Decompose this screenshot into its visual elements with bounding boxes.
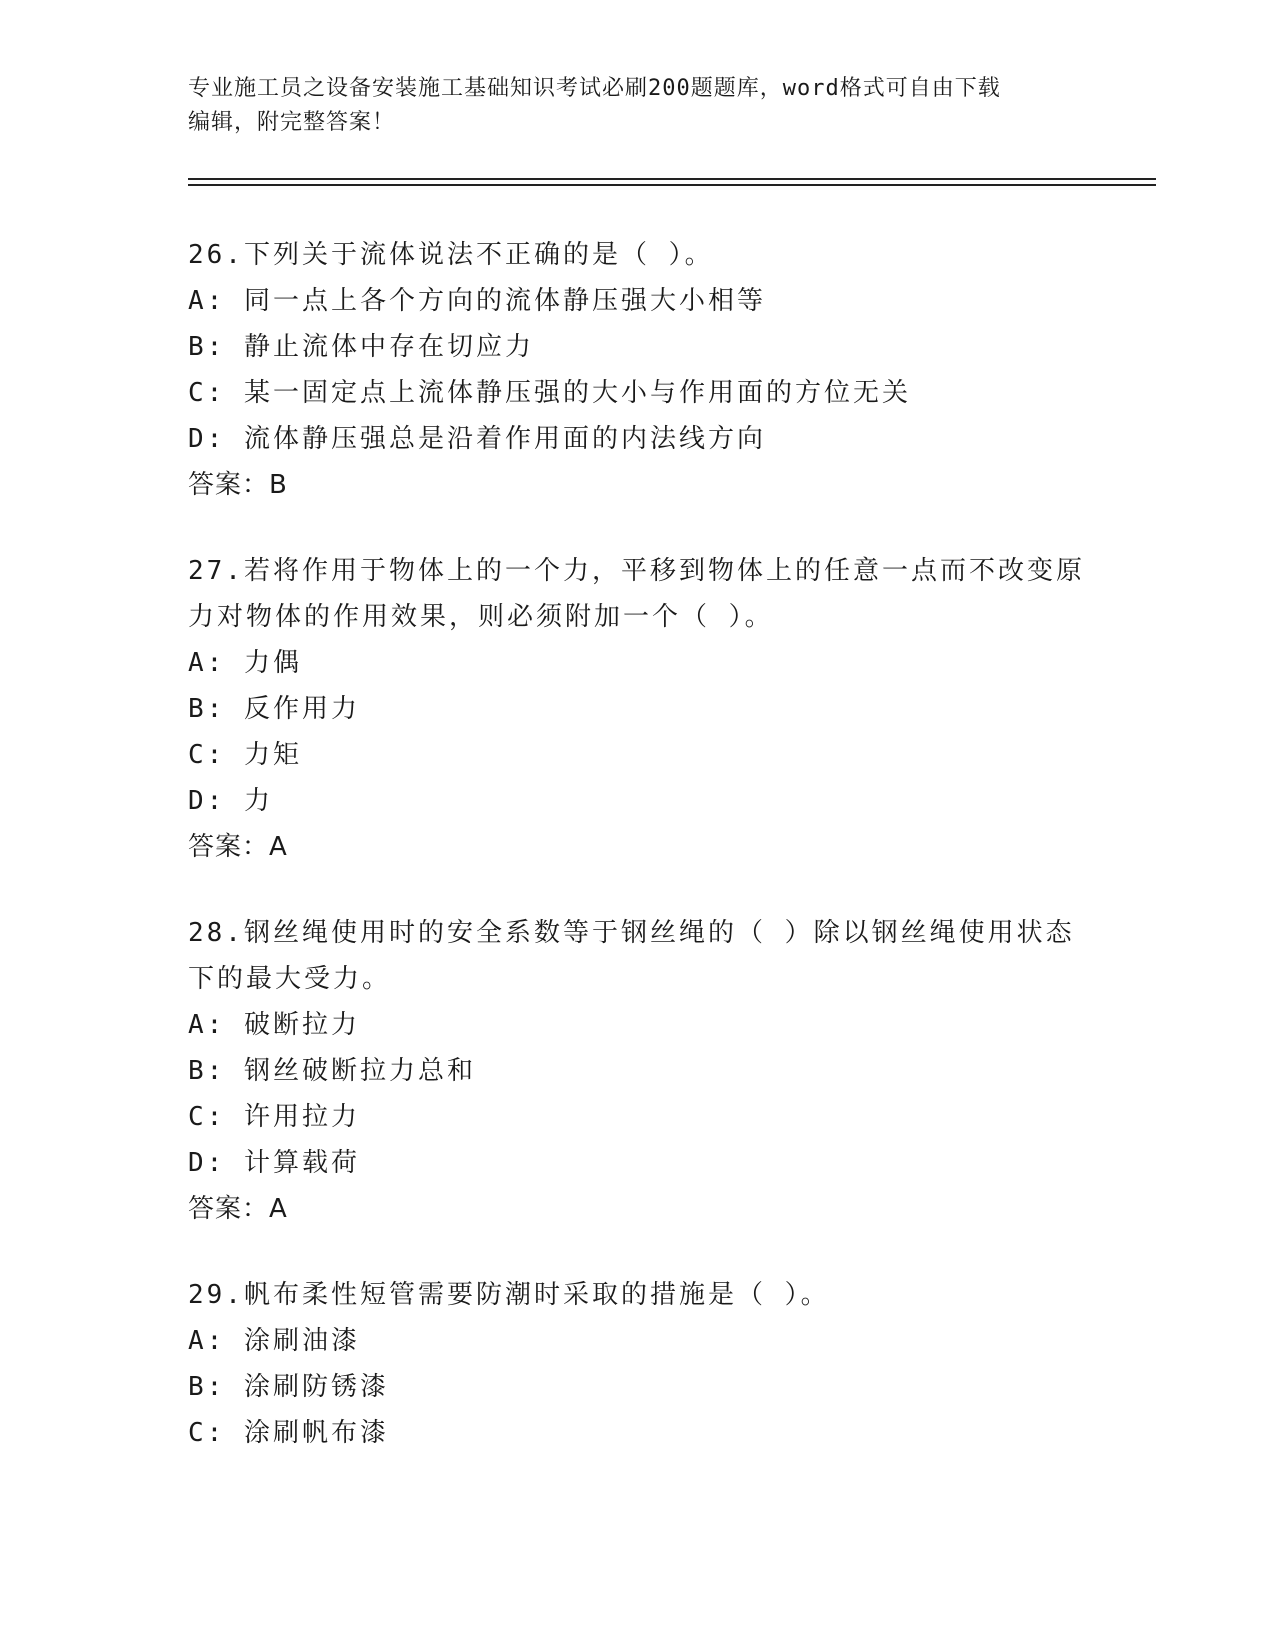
header-divider-top: [188, 178, 1156, 180]
option-b: B: 钢丝破断拉力总和: [188, 1056, 476, 1086]
question-28: [188, 910, 1088, 1232]
option-a: A: 涂刷油漆: [188, 1326, 360, 1356]
option-d: D: 力: [188, 786, 273, 816]
option-a: A: 同一点上各个方向的流体静压强大小相等: [188, 286, 766, 316]
question-stem-continued: 力对物体的作用效果，则必须附加一个（ ）。: [188, 602, 774, 632]
option-b: B: 涂刷防锈漆: [188, 1372, 389, 1402]
option-c: C: 许用拉力: [188, 1102, 360, 1132]
answer-label: 答案：A: [188, 1194, 288, 1224]
option-d: D: 流体静压强总是沿着作用面的内法线方向: [188, 424, 766, 454]
question-stem: 27.若将作用于物体上的一个力，平移到物体上的任意一点而不改变原: [188, 556, 1085, 586]
option-a: A: 破断拉力: [188, 1010, 360, 1040]
question-29: [188, 1272, 1088, 1456]
answer-label: 答案：B: [188, 470, 288, 500]
question-stem: 28.钢丝绳使用时的安全系数等于钢丝绳的（ ）除以钢丝绳使用状态: [188, 918, 1075, 948]
header-line-2: 编辑，附完整答案！: [188, 110, 396, 135]
question-stem-continued: 下的最大受力。: [188, 964, 392, 994]
option-c: C: 涂刷帆布漆: [188, 1418, 389, 1448]
option-c: C: 某一固定点上流体静压强的大小与作用面的方位无关: [188, 378, 911, 408]
header-divider-bottom: [188, 184, 1156, 186]
header-line-1: 专业施工员之设备安装施工基础知识考试必刷200题题库，word格式可自由下载: [188, 76, 1001, 101]
question-stem: 26.下列关于流体说法不正确的是（ ）。: [188, 240, 714, 270]
option-c: C: 力矩: [188, 740, 302, 770]
question-stem: 29.帆布柔性短管需要防潮时采取的措施是（ ）。: [188, 1280, 830, 1310]
option-d: D: 计算载荷: [188, 1148, 360, 1178]
option-a: A: 力偶: [188, 648, 302, 678]
document-header: [188, 72, 1068, 140]
question-list: [188, 232, 1088, 1496]
option-b: B: 静止流体中存在切应力: [188, 332, 534, 362]
question-26: [188, 232, 1088, 508]
answer-label: 答案：A: [188, 832, 288, 862]
question-27: [188, 548, 1088, 870]
option-b: B: 反作用力: [188, 694, 360, 724]
